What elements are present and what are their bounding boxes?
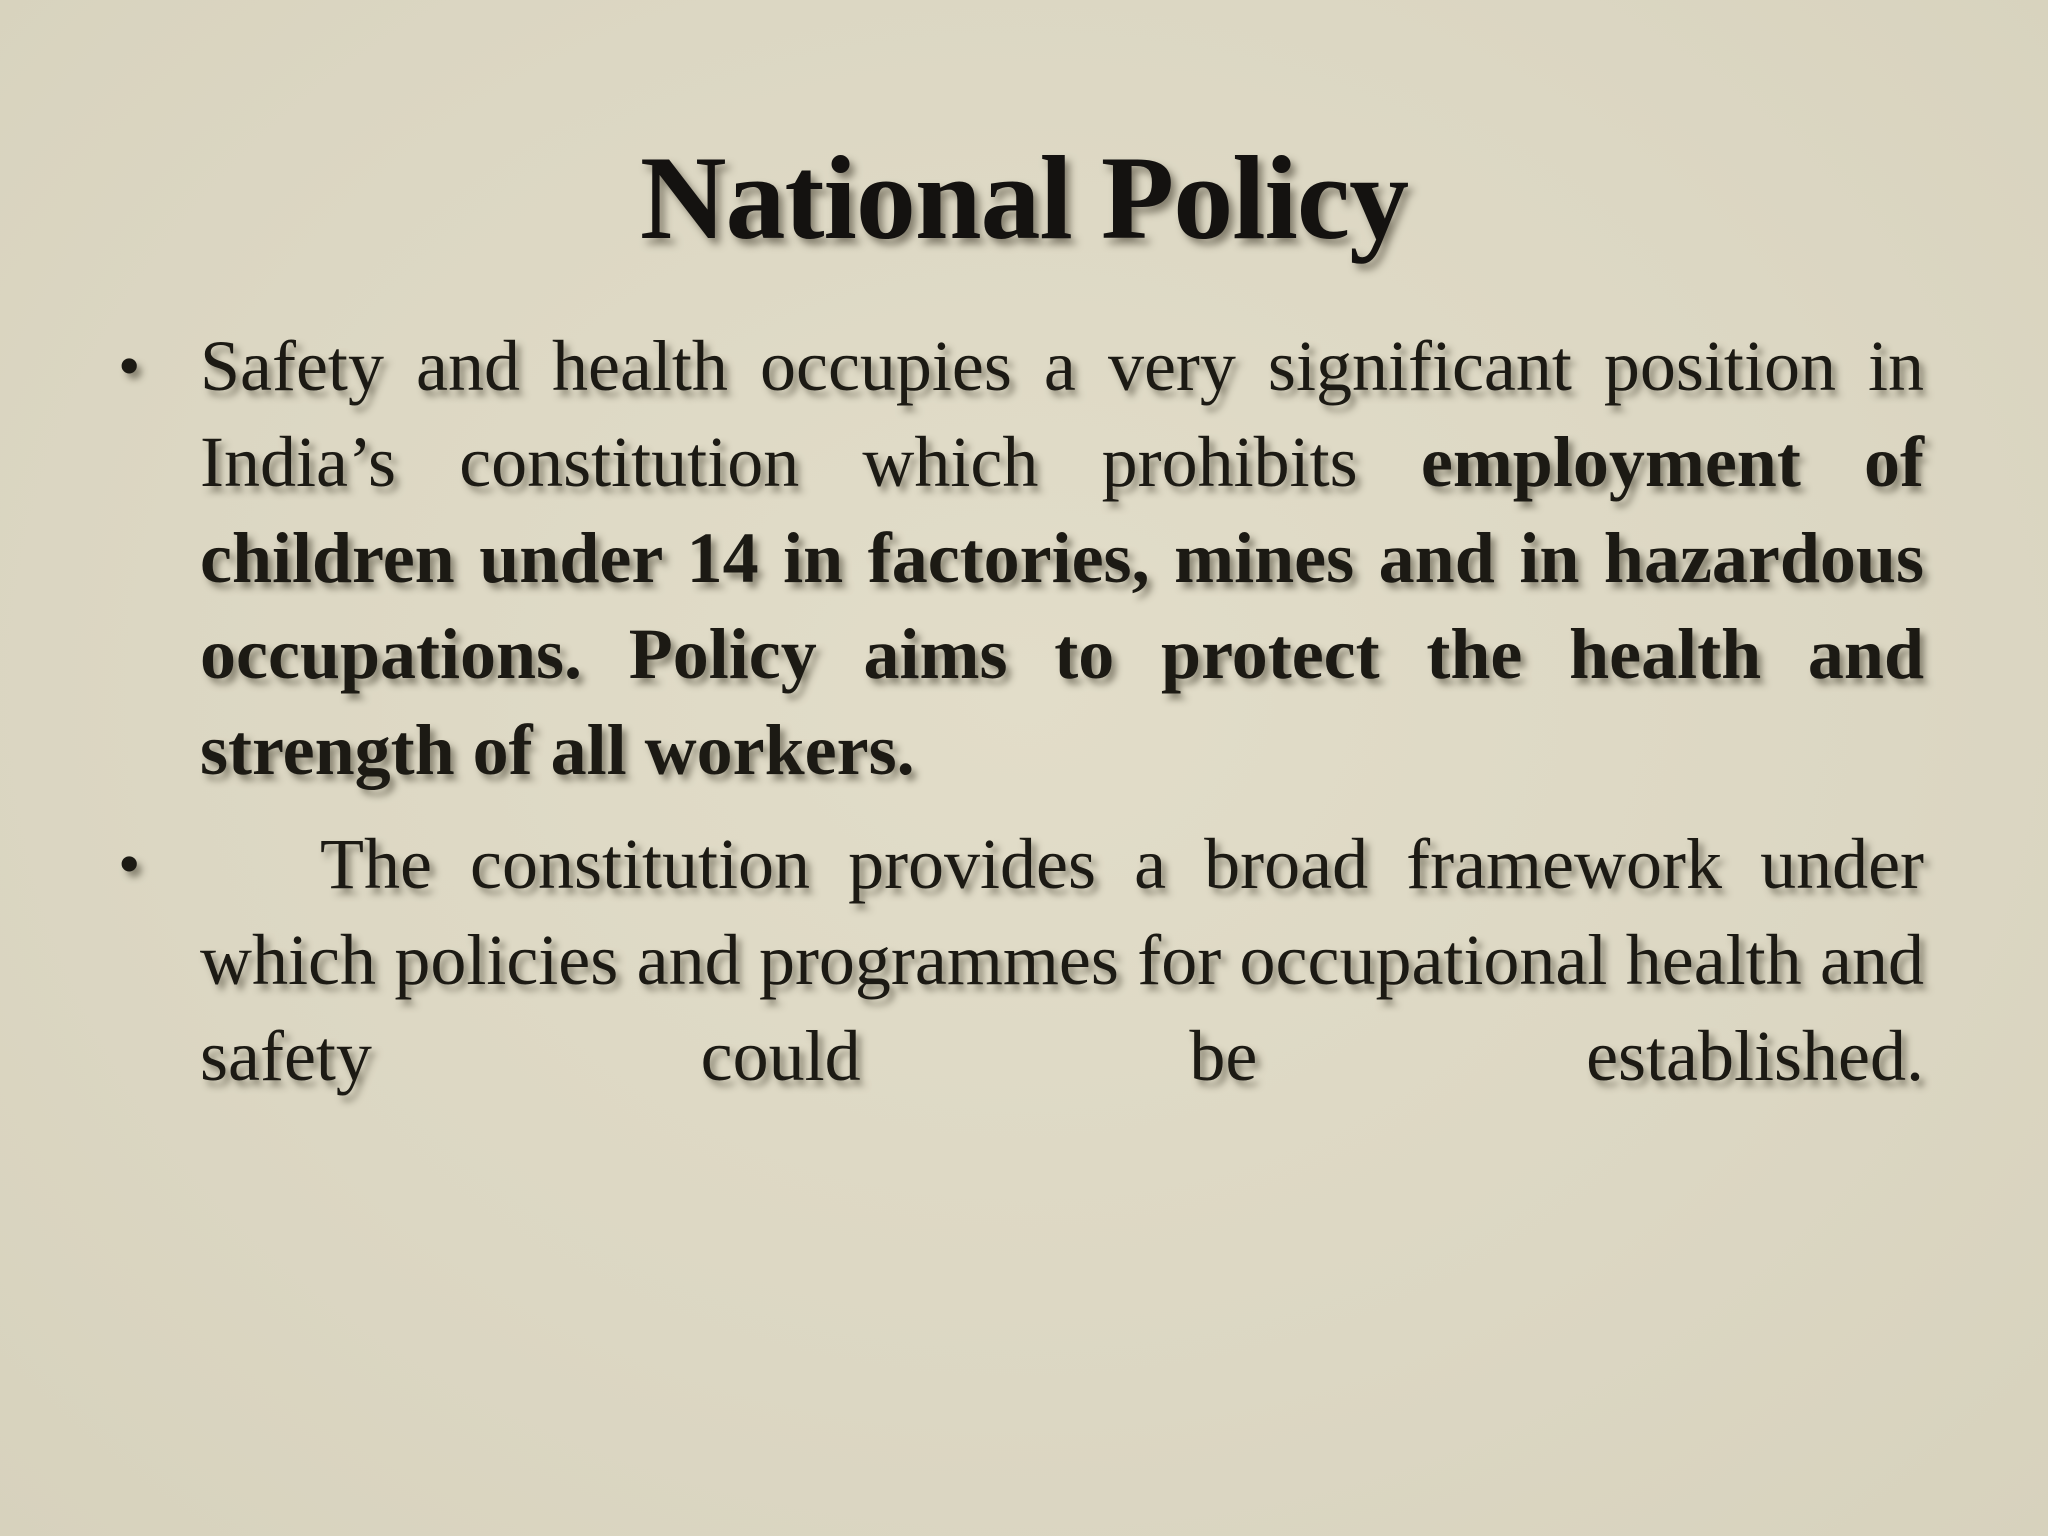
bullet-item-framework [118,816,1924,1104]
bullet-list [118,318,1924,1104]
bullet-icon: • [118,828,141,899]
bullet-item-constitution-safety [118,318,1924,798]
bullet-icon: • [118,330,141,401]
slide-title: National Policy [639,131,1409,264]
bullet-text-regular: Safety and health occupies a very significant position in India’s constitution which prohibits [200,326,1924,502]
bullet-text-regular: The constitution provides a broad framework under which policies and programmes for occupational health and safety could be established. [200,824,1924,1096]
bullet-text-bold: employment of children under 14 in factories, mines and in hazardous occupations. Policy aims to protect the health and strength of all workers. [200,422,1925,790]
